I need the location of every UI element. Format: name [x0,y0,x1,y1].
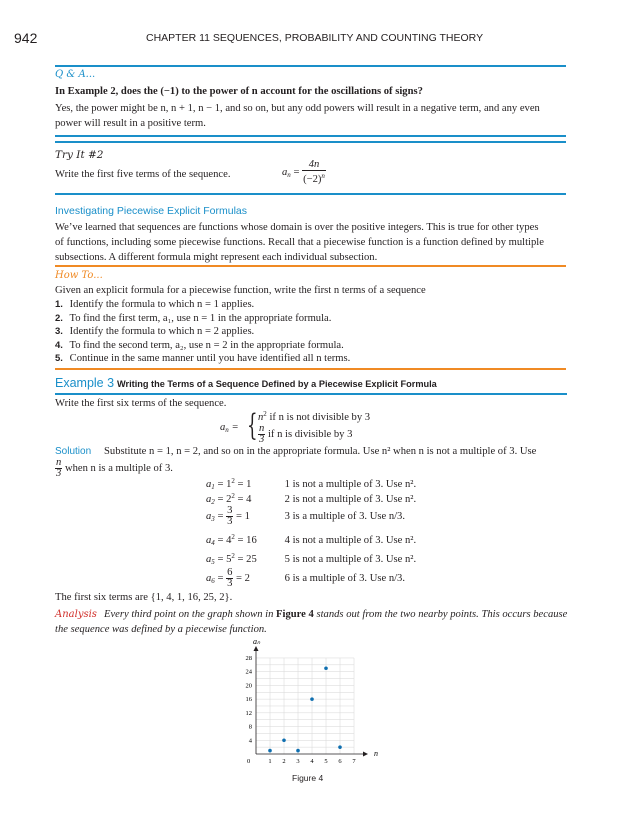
solution-row: $a_3$ = $\frac{3}{3}$ = 1 3 is a multiple of 3. Use n/3. [206,505,405,527]
howto-step: 5. Continue in the same manner until you have identified all n terms. [55,353,351,364]
y-tick-label: 20 [245,682,252,690]
solution-text: Substitute n = 1, n = 2, and so on in the appropriate formula. Use n² when n is not a multiple of 3. Use [104,446,537,457]
chapter-label: CHAPTER 11 [146,32,210,44]
y-axis-label: aₙ [253,640,261,646]
data-point [282,738,286,742]
data-point [296,749,300,753]
data-point [310,697,314,701]
qa-answer-line-2: power will result in a positive term. [55,118,206,129]
solution-row: $a_2 = 2^2 = 4$ 2 is not a multiple of 3. Use n². [206,492,417,506]
x-tick-label: 2 [282,758,286,765]
x-axis-label: n [374,749,378,758]
x-tick-label: 4 [310,758,314,765]
howto-bottom-rule [55,368,566,370]
solution-label: Solution [55,446,92,457]
howto-label: How To... [55,270,103,281]
solution-row: $a_4 = 4^2 = 16$ 4 is not a multiple of 3. Use n². [206,533,417,547]
formula-fraction [302,160,326,185]
analysis-line-2: the sequence was defined by a piecewise function. [55,624,267,635]
solution-row: $a_5 = 5^2 = 25$ 5 is not a multiple of 3. Use n². [206,552,417,566]
y-tick-label: 4 [248,737,252,745]
section-line-2: of functions, including some piecewise functions. Recall that a piecewise function is a function defined by multiple [55,237,544,248]
example-label: Example 3 [55,376,115,390]
section-line-3: subsections. A different formula might represent each individual subsection. [55,252,378,263]
qa-label: Q & A... [55,69,96,80]
conclusion: The first six terms are {1, 4, 1, 16, 25, 2}. [55,592,233,603]
howto-step: 1. Identify the formula to which n = 1 applies. [55,299,255,310]
qa-answer-line-1: Yes, the power might be n, n + 1, n − 1, and so on, but any odd powers will result in a negative term, and any even [55,103,540,114]
solution-row: $a_1 = 1^2 = 1$ 1 is not a multiple of 3. Use n². [206,477,417,491]
formula-den: $(-2)^n$ [303,172,325,185]
section-heading: Investigating Piecewise Explicit Formulas [55,205,247,217]
data-point [268,749,272,753]
qa-bottom-rule [55,135,566,137]
running-header [146,32,483,44]
section-line-1: We’ve learned that sequences are functions whose domain is over the positive integers. This is true for other types [55,222,539,233]
howto-step: 4. To find the second term, a₂, use n = 2 in the appropriate formula. [55,339,344,351]
y-axis-arrow-icon [254,646,259,651]
y-tick-label: 8 [248,723,252,731]
case-1-text: if n is not divisible by 3 [269,412,371,423]
howto-intro: Given an explicit formula for a piecewise function, write the first n terms of a sequence [55,285,426,296]
data-point [338,745,342,749]
tryit-prompt: Write the first five terms of the sequence. [55,169,231,180]
howto-steps [55,298,567,366]
formula-sub: n [287,170,291,179]
y-tick-label: 24 [245,668,252,676]
howto-top-rule [55,265,566,267]
x-tick-label: 5 [324,758,328,765]
analysis-line-1: Every third point on the graph shown in Figure 4 stands out from the two nearby points. This occurs because [104,609,568,620]
y-tick-label: 28 [245,654,252,662]
analysis-label: Analysis [55,609,97,620]
tryit-top-rule [55,141,566,143]
solution-text-2: $\frac{n}{3}$ when n is a multiple of 3. [56,457,173,479]
tryit-label: Try It #2 [55,149,104,161]
qa-question: In Example 2, does the (−1) to the power of n account for the oscillations of signs? [55,86,423,97]
page-number: 942 [14,30,38,46]
x-tick-label: 3 [296,758,300,765]
howto-step: 3. Identify the formula to which n = 2 applies. [55,326,255,337]
example-prompt: Write the first six terms of the sequence. [55,398,227,409]
chapter-title: SEQUENCES, PROBABILITY AND COUNTING THEORY [212,32,484,44]
data-point [324,666,328,670]
tryit-formula: $a_n$ = $\frac{4n}{(-2)^n}$ [282,159,325,185]
howto-step: 2. To find the first term, a₁, use n = 1 in the appropriate formula. [55,312,332,324]
qa-top-rule [55,65,566,67]
figure-4-chart [230,640,390,775]
example-title: Writing the Terms of a Sequence Defined by a Piecewise Explicit Formula [117,379,437,389]
x-tick-label: 7 [352,758,356,765]
x-tick-label: 1 [268,758,272,765]
x-axis-arrow-icon [363,752,368,757]
origin-label: 0 [247,758,251,765]
case-2-text: if n is divisible by 3 [267,428,353,440]
piecewise-formula: $a_n$ = { $n^2$ if n is not divisible by 3 $\frac{n}{3}$ if n is divisible by 3 [220,408,371,445]
figure-caption: Figure 4 [292,773,324,783]
x-tick-label: 6 [338,758,342,765]
y-tick-label: 16 [245,696,252,704]
formula-lhs: a [282,166,288,178]
example-underline [55,393,567,395]
tryit-bottom-rule [55,193,566,195]
solution-row: $a_6$ = $\frac{6}{3}$ = 2 6 is a multiple of 3. Use n/3. [206,567,405,589]
y-tick-label: 12 [245,709,252,717]
formula-num: 4n [302,160,326,171]
